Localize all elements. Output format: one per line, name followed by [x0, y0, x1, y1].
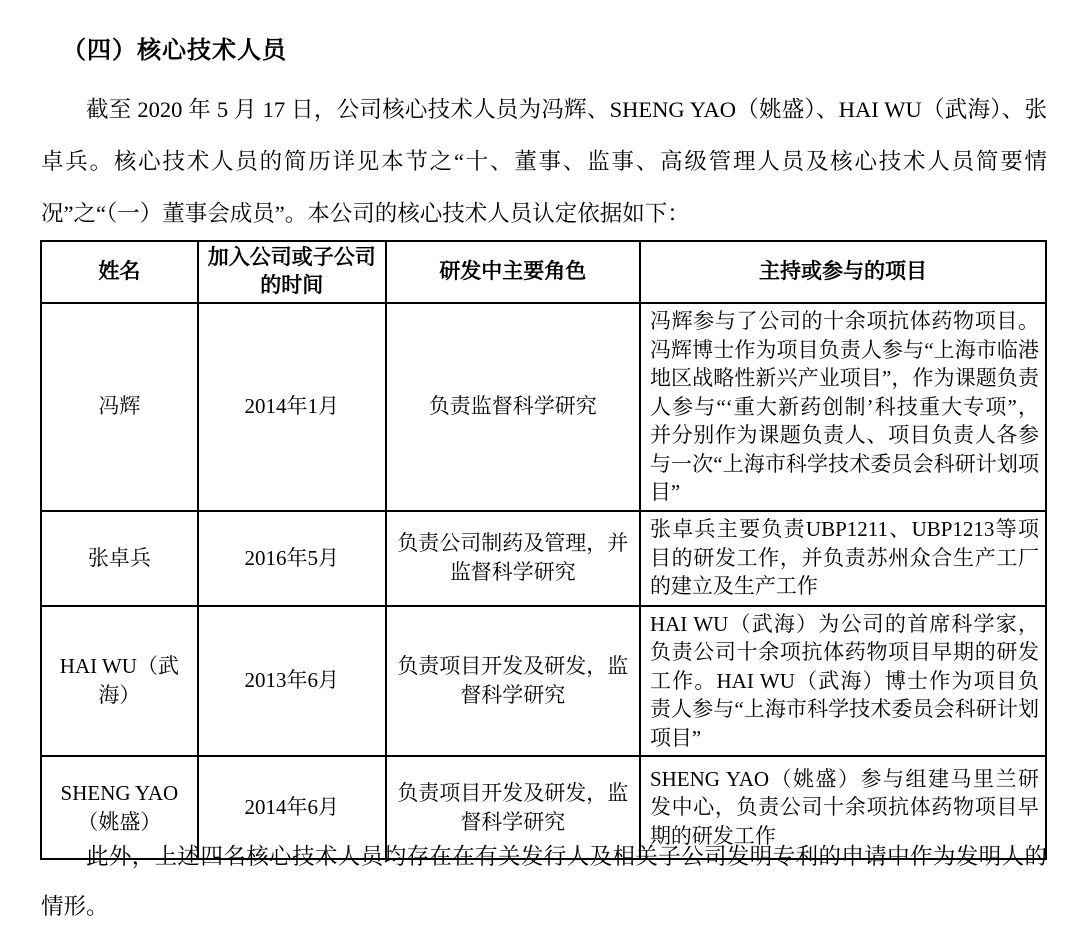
cell-projects: 冯辉参与了公司的十余项抗体药物项目。冯辉博士作为项目负责人参与“上海市临港地区战略性新兴产业项目”，作为课题负责人参与“‘重大新药创制’科技重大专项”，并分别作为课题负责人、项目负责人各参与一次“上海市科学技术委员会科研计划项目” [640, 303, 1046, 511]
table-row [41, 606, 1046, 757]
cell-role: 负责公司制药及管理，并监督科学研究 [386, 511, 640, 606]
section-heading: （四）核心技术人员 [62, 37, 287, 64]
cell-role: 负责项目开发及研发，监督科学研究 [386, 606, 640, 757]
cell-join-time: 2014年6月 [198, 756, 386, 859]
intro-paragraph: 截至 2020 年 5 月 17 日，公司核心技术人员为冯辉、SHENG YAO（姚盛）、HAI WU（武海）、张卓兵。核心技术人员的简历详见本节之“十、董事、监事、高级管理人员及核心技术人员简要情况”之“（一）董事会成员”。本公司的核心技术人员认定依据如下： [41, 97, 1047, 226]
header-role: 研发中主要角色 [386, 241, 640, 303]
cell-name: HAI WU（武海） [41, 606, 198, 757]
table-header-row [41, 241, 1046, 303]
core-personnel-table [40, 240, 1047, 860]
cell-projects: 张卓兵主要负责UBP1211、UBP1213等项目的研发工作，并负责苏州众合生产工厂的建立及生产工作 [640, 511, 1046, 606]
cell-name: SHENG YAO（姚盛） [41, 756, 198, 859]
table-row [41, 303, 1046, 511]
cell-role: 负责监督科学研究 [386, 303, 640, 511]
header-projects: 主持或参与的项目 [640, 241, 1046, 303]
header-name: 姓名 [41, 241, 198, 303]
cell-join-time: 2014年1月 [198, 303, 386, 511]
cell-name: 张卓兵 [41, 511, 198, 606]
table-row [41, 511, 1046, 606]
closing-paragraph: 此外，上述四名核心技术人员均存在在有关发行人及相关子公司发明专利的申请中作为发明人的情形。 [41, 844, 1047, 919]
cell-projects: HAI WU（武海）为公司的首席科学家，负责公司十余项抗体药物项目早期的研发工作。HAI WU（武海）博士作为项目负责人参与“上海市科学技术委员会科研计划项目” [640, 606, 1046, 757]
cell-name: 冯辉 [41, 303, 198, 511]
header-join-time: 加入公司或子公司的时间 [198, 241, 386, 303]
cell-projects: SHENG YAO（姚盛）参与组建马里兰研发中心，负责公司十余项抗体药物项目早期的研发工作 [640, 756, 1046, 859]
cell-join-time: 2016年5月 [198, 511, 386, 606]
cell-role: 负责项目开发及研发，监督科学研究 [386, 756, 640, 859]
cell-join-time: 2013年6月 [198, 606, 386, 757]
